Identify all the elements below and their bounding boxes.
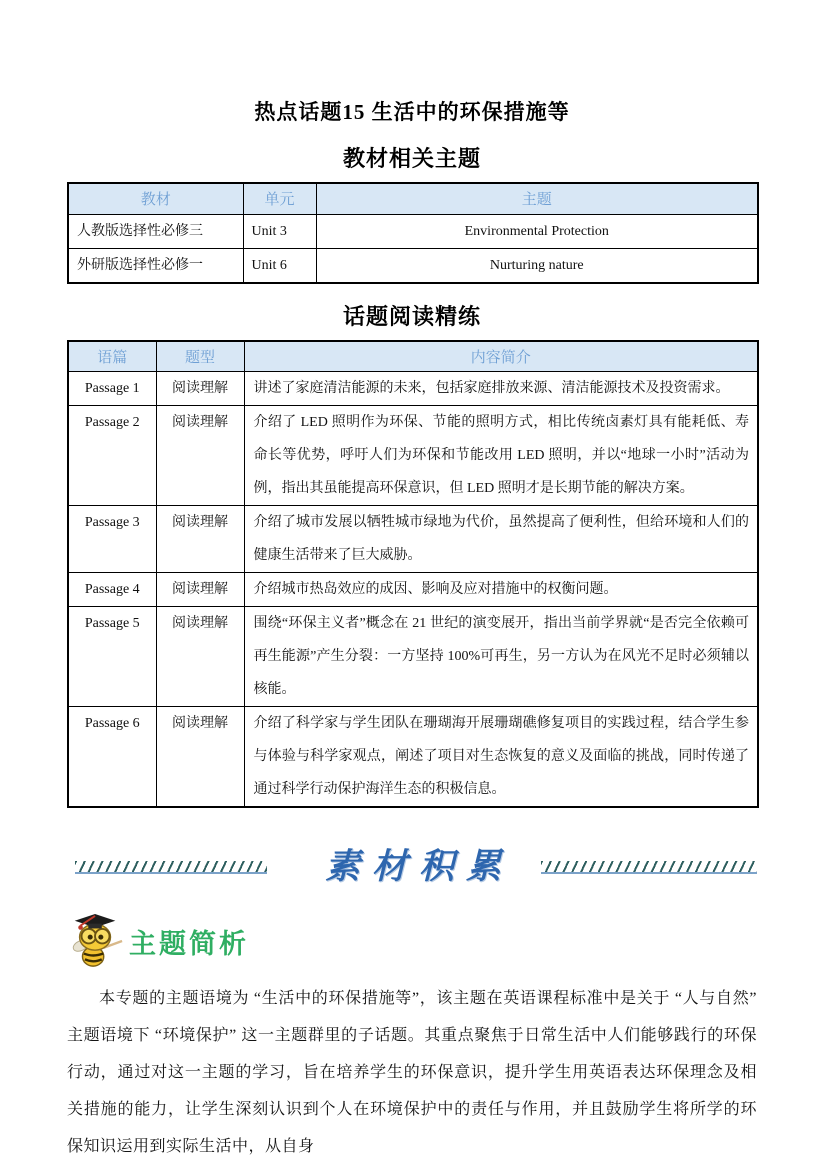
textbook-section-heading: 教材相关主题 [342,146,481,171]
unit-cell: Unit 6 [243,248,316,283]
material-accumulation-banner [75,838,757,890]
table-row [68,406,758,506]
page-title: 热点话题15 生活中的环保措施等 [254,100,570,124]
type-cell: 阅读理解 [156,707,244,808]
table-row [68,707,758,808]
passage-cell: Passage 2 [68,406,156,506]
reading-section-heading: 话题阅读精练 [342,303,481,329]
textbook-cell: 人教版选择性必修三 [68,214,243,248]
theme-analysis-paragraph: 本专题的主题语境为 “生活中的环保措施等”，该主题在英语课程标准中是关于 “人与自然” 主题语境下 “环境保护” 这一主题群里的子话题。其重点聚焦于日常生活中人们能够践行的环保行动，通过对这一主题的学习，旨在培养学生的环保意识，提升学生用英语表达环保理念及相关措施的能力，让学生深刻认识到个人在环境保护中的责任与作用，并且鼓励学生将所学的环保知识运用到实际生活中，从自身 [67,990,757,1155]
theme-cell: Environmental Protection [316,214,758,248]
summary-cell: 介绍了 LED 照明作为环保、节能的照明方式，相比传统卤素灯具有能耗低、寿命长等优势，呼吁人们为环保和节能改用 LED 照明，并以“地球一小时”活动为例，指出其虽能提高环保意识，但 LED 照明才是长期节能的解决方案。 [244,406,758,506]
hatch-divider-right [541,861,757,874]
theme-analysis-title: 主题简析 [129,928,249,959]
textbook-cell: 外研版选择性必修一 [68,248,243,283]
reading-table [67,340,759,809]
summary-cell: 介绍了城市发展以牺牲城市绿地为代价，虽然提高了便利性，但给环境和人们的健康生活带来了巨大威胁。 [244,506,758,573]
type-cell: 阅读理解 [156,406,244,506]
summary-cell: 介绍了科学家与学生团队在珊瑚海开展珊瑚礁修复项目的实践过程，结合学生参与体验与科学家观点，阐述了项目对生态恢复的意义及面临的挑战，同时传递了通过科学行动保护海洋生态的积极信息。 [244,707,758,808]
textbook-column-header: 教材 [68,183,243,214]
type-column-header: 题型 [156,341,244,372]
summary-cell: 围绕“环保主义者”概念在 21 世纪的演变展开，指出当前学界就“是否完全依赖可再生能源”产生分裂：一方坚持 100%可再生，另一方认为在风光不足时必须辅以核能。 [244,607,758,707]
theme-analysis-header [67,912,757,970]
theme-cell: Nurturing nature [316,248,758,283]
passage-cell: Passage 5 [68,607,156,707]
passage-column-header: 语篇 [68,341,156,372]
reading-table-header-row [68,341,758,372]
passage-cell: Passage 6 [68,707,156,808]
unit-column-header: 单元 [243,183,316,214]
table-row [68,372,758,406]
table-row [68,607,758,707]
textbook-table-header-row [68,183,758,214]
summary-cell: 介绍城市热岛效应的成因、影响及应对措施中的权衡问题。 [244,573,758,607]
banner-title: 素材积累 [325,847,514,886]
passage-cell: Passage 4 [68,573,156,607]
table-row [68,248,758,283]
unit-cell: Unit 3 [243,214,316,248]
bee-scholar-icon [67,913,125,969]
table-row [68,573,758,607]
type-cell: 阅读理解 [156,372,244,406]
table-row [68,506,758,573]
passage-cell: Passage 3 [68,506,156,573]
type-cell: 阅读理解 [156,607,244,707]
summary-cell: 讲述了家庭清洁能源的未来，包括家庭排放来源、清洁能源技术及投资需求。 [244,372,758,406]
summary-column-header: 内容简介 [244,341,758,372]
passage-cell: Passage 1 [68,372,156,406]
theme-column-header: 主题 [316,183,758,214]
table-row [68,214,758,248]
type-cell: 阅读理解 [156,573,244,607]
type-cell: 阅读理解 [156,506,244,573]
hatch-divider-left [75,861,267,874]
textbook-table [67,182,759,284]
